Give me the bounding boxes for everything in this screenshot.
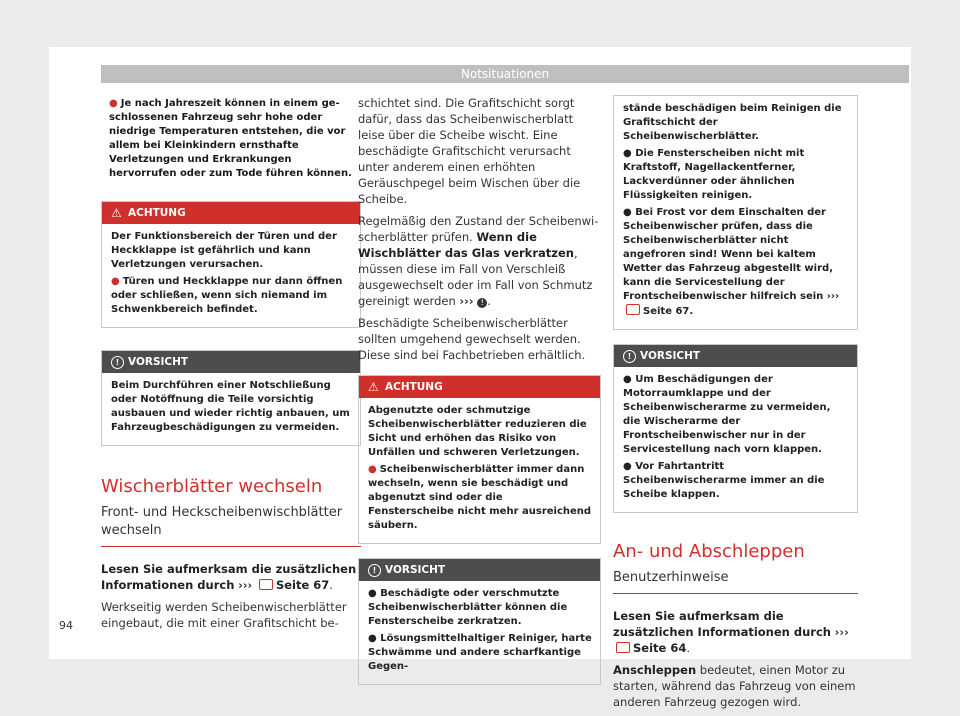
arrow-glyph: ››› <box>826 291 840 302</box>
bullet-icon: ● <box>623 461 636 472</box>
achtung-text: Der Funktionsbereich der Türen und der Heckklappe ist gefährlich und kann Verletzungen verursachen. <box>111 231 337 270</box>
vorsicht-box-2 <box>358 558 601 685</box>
bullet-icon: ● <box>623 207 636 218</box>
vorsicht-title: VORSICHT <box>640 350 701 362</box>
page-header: Notsituationen <box>101 65 909 83</box>
book-link-icon <box>259 579 273 590</box>
punct: . <box>689 306 694 317</box>
body-paragraph: Werkseitig werden Scheibenwischerblätter eingebaut, die mit einer Grafitschicht be- <box>101 600 347 630</box>
exclamation-circle-icon: ! <box>368 564 381 577</box>
vorsicht-title: VORSICHT <box>385 564 446 576</box>
bullet-icon: ● <box>368 588 381 599</box>
column-1 <box>101 95 361 637</box>
vorsicht-bullet <box>368 632 592 674</box>
page-link[interactable]: Seite 67 <box>275 578 330 592</box>
vorsicht-bullet <box>623 460 849 502</box>
bullet-icon: ● <box>623 374 636 385</box>
vorsicht-bullet-text: Bei Frost vor dem Einschalten der Scheibenwischer prüfen, dass die Scheibenwischerblätter nicht angefroren sind! Wenn bei kaltem Wetter das Fahrzeug abgestellt wird, kann die Servicestellung der Frontscheibenwischer hilfreich sein <box>623 207 833 302</box>
vorsicht-header <box>102 351 360 373</box>
bullet-icon: ● <box>109 98 118 109</box>
vorsicht-bullet <box>623 206 849 319</box>
book-link-icon <box>626 304 640 315</box>
section-subheading: Front- und Heckscheibenwischblätter wechseln <box>101 504 361 547</box>
vorsicht-body <box>614 96 857 329</box>
manual-page <box>49 47 911 709</box>
achtung-header <box>359 376 600 398</box>
warning-text: Je nach Jahreszeit können in einem geschlossenen Fahrzeug sehr hohe oder niedrige Temperaturen entstehen, die vor allem bei Kleinkindern ernsthafte Verletzungen und Erkrankungen hervorrufen oder zum Tode führen können. <box>109 98 352 179</box>
text: bedeutet, einen Motor zu starten, während das Fahrzeug von einem anderen Fahrzeug gezogen wird. <box>613 663 856 709</box>
body-paragraph <box>358 213 601 309</box>
bullet-icon: ● <box>623 148 636 159</box>
achtung-body <box>102 224 360 327</box>
arrow-glyph: ››› <box>459 294 474 308</box>
vorsicht-bullet-text: Lösungsmittelhaltiger Reiniger, harte Schwämme und andere scharfkantige Gegen- <box>368 633 592 672</box>
intro-paragraph <box>613 608 858 656</box>
text: , müssen diese im Fall von Verschleiß ausgewechselt oder im Fall von Schmutz gereinigt werden <box>358 246 593 308</box>
punct: . <box>487 294 491 308</box>
exclamation-circle-icon: ! <box>477 298 487 308</box>
vorsicht-bullet <box>368 587 592 629</box>
vorsicht-box-1 <box>101 350 361 446</box>
warning-continuation <box>109 97 353 181</box>
exclamation-circle-icon: ! <box>111 356 124 369</box>
vorsicht-bullet <box>623 147 849 203</box>
text: Regelmäßig den Zustand der Scheibenwischerblätter prüfen. <box>358 214 599 244</box>
section-heading: An- und Abschleppen <box>613 541 805 562</box>
vorsicht-box-3 <box>613 344 858 513</box>
vorsicht-bullet-text: Die Fensterscheiben nicht mit Kraftstoff, Nagellackentferner, Lackverdünner oder ähnlichen Flüssigkeiten reinigen. <box>623 148 805 201</box>
bullet-icon: ● <box>111 276 120 287</box>
page-number: 94 <box>59 619 73 632</box>
arrow-glyph: ››› <box>834 625 849 639</box>
continuation-text: stände beschädigen beim Reinigen die Grafitschicht der Scheibenwischerblätter. <box>623 103 842 142</box>
vorsicht-bullet-text: Beschädigte oder verschmutzte Scheibenwischerblätter können die Fensterscheibe zerkratzen. <box>368 588 568 627</box>
achtung-bullet-text: Scheibenwischerblätter immer dann wechseln, wenn sie beschädigt und abgenutzt sind oder die Fensterscheibe nicht mehr ausreichend säubern. <box>368 464 592 531</box>
bold-term: Anschleppen <box>613 663 697 677</box>
vorsicht-bullet <box>623 373 849 457</box>
section-subheading: Benutzerhinweise <box>613 569 858 594</box>
vorsicht-title: VORSICHT <box>128 356 189 368</box>
punct: . <box>686 641 690 655</box>
exclamation-circle-icon: ! <box>623 350 636 363</box>
warning-triangle-icon: ⚠ <box>111 206 122 220</box>
achtung-text: Abgenutzte oder schmutzige Scheibenwischerblätter reduzieren die Sicht und erhöhen das Risiko von Unfällen und schweren Verletzungen. <box>368 405 587 458</box>
vorsicht-text: Beim Durchführen einer Notschließung oder Notöffnung die Teile vorsichtig ausbauen und wieder richtig anbauen, um Fahrzeugbeschädigungen zu vermeiden. <box>111 380 350 433</box>
achtung-header <box>102 202 360 224</box>
column-2 <box>358 95 601 699</box>
achtung-box-1 <box>101 201 361 328</box>
achtung-title: ACHTUNG <box>385 381 443 393</box>
section-heading: Wischerblätter wechseln <box>101 476 323 497</box>
body-paragraph: schichtet sind. Die Grafitschicht sorgt dafür, dass das Scheibenwischerblatt leise über die Scheibe wischt. Eine beschädigte Grafitschicht verursacht unter anderem einen erhöhten Geräuschpegel beim Wischen über die Scheibe. <box>358 96 581 206</box>
intro-bold: Lesen Sie aufmerksam die zusätzlichen Informationen durch <box>613 609 831 639</box>
bullet-icon: ● <box>368 464 377 475</box>
page-link[interactable]: Seite 67 <box>643 306 690 317</box>
vorsicht-body <box>359 581 600 684</box>
page-link[interactable]: Seite 64 <box>633 641 687 655</box>
book-link-icon <box>616 642 630 653</box>
achtung-box-2 <box>358 375 601 544</box>
arrow-glyph: ››› <box>238 578 253 592</box>
vorsicht-bullet-text: Vor Fahrtantritt Scheibenwischerarme immer an die Scheibe klappen. <box>623 461 825 500</box>
vorsicht-header <box>614 345 857 367</box>
bullet-icon: ● <box>368 633 381 644</box>
achtung-bullet <box>111 275 352 317</box>
vorsicht-continuation-box <box>613 95 858 330</box>
vorsicht-header <box>359 559 600 581</box>
intro-bold: Lesen Sie aufmerksam die zusätzlichen Informationen durch <box>101 562 357 592</box>
vorsicht-body <box>102 373 360 445</box>
vorsicht-bullet-text: Um Beschädigungen der Motorraumklappe und der Scheibenwischerarme zu vermeiden, die Wischerarme der Frontscheibenwischer nur in der Servicestellung nach vorn klappen. <box>623 374 831 455</box>
achtung-bullet <box>368 463 592 533</box>
column-3 <box>613 95 858 716</box>
vorsicht-body <box>614 367 857 512</box>
intro-paragraph <box>101 561 361 593</box>
achtung-title: ACHTUNG <box>128 207 186 219</box>
bold-text: Wenn die Wischblätter das Glas verkratzen <box>358 230 574 260</box>
body-paragraph <box>613 662 858 710</box>
achtung-body <box>359 398 600 543</box>
warning-triangle-icon: ⚠ <box>368 380 379 394</box>
body-paragraph: Beschädigte Scheibenwischerblätter sollten umgehend gewechselt werden. Diese sind bei Fachbetrieben erhältlich. <box>358 316 586 362</box>
achtung-bullet-text: Türen und Heckklappe nur dann öffnen oder schließen, wenn sich niemand im Schwenkbereich befindet. <box>111 276 343 315</box>
punct: . <box>329 578 333 592</box>
